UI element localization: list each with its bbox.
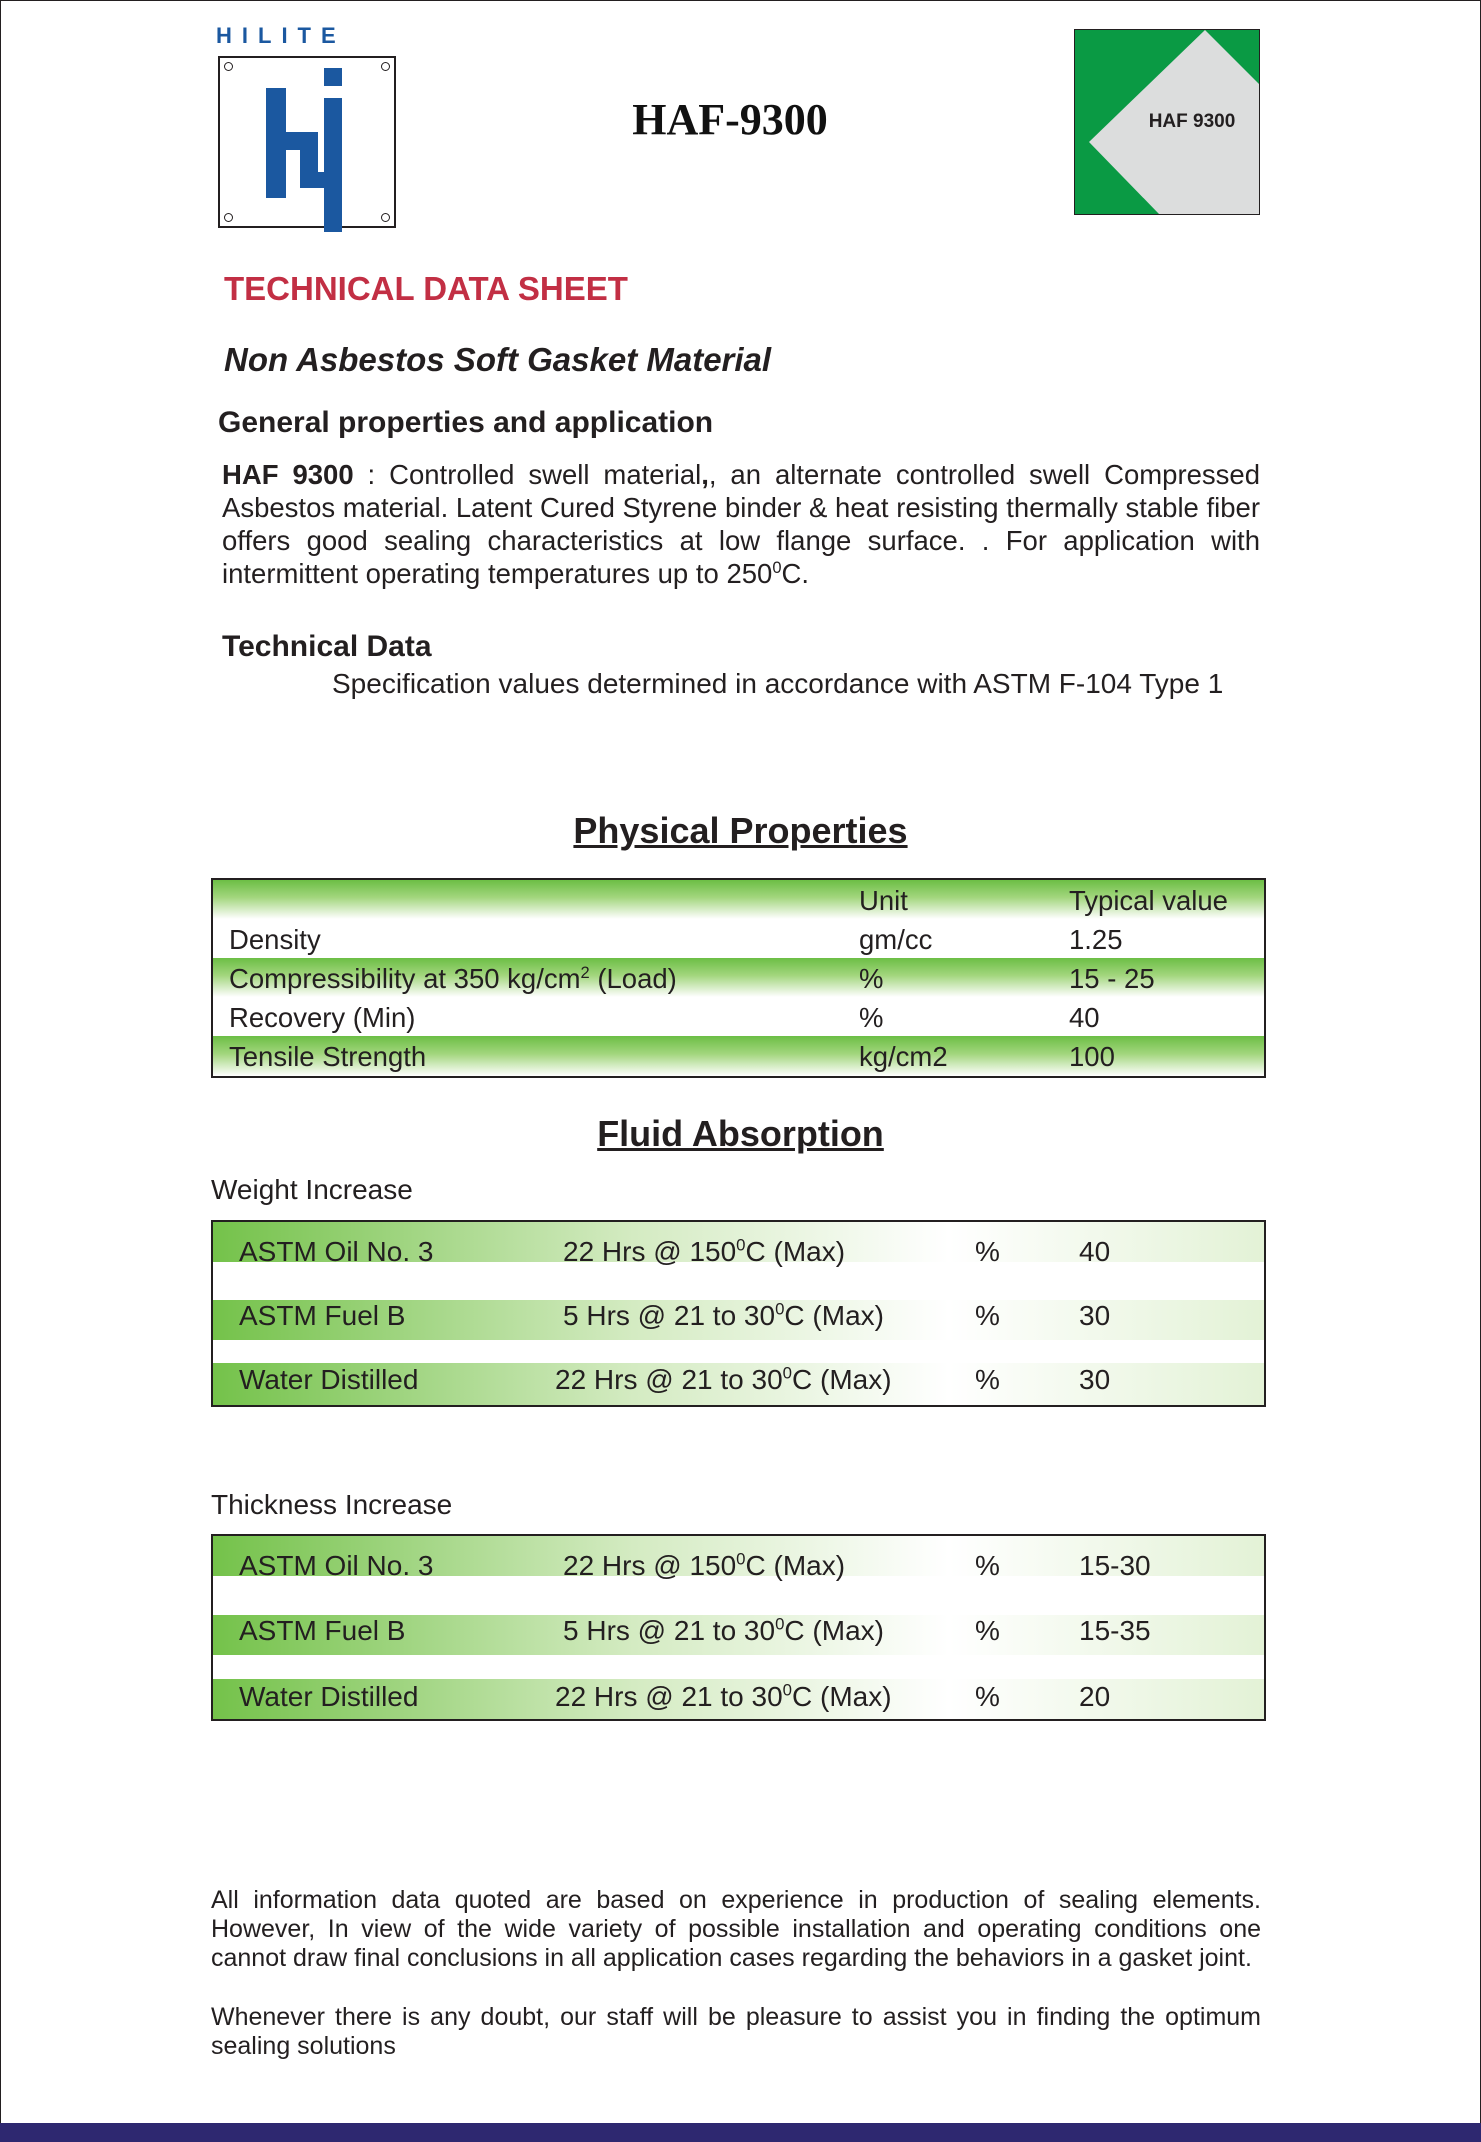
condition-text: 5 Hrs @ 21 to 30 — [563, 1615, 776, 1646]
degree-sup: 0 — [782, 1680, 792, 1700]
fluid-value: 30 — [1079, 1300, 1111, 1331]
fluid-value: 20 — [1079, 1681, 1111, 1712]
condition-text: 22 Hrs @ 150 — [563, 1550, 737, 1581]
property-value: 40 — [1069, 1002, 1100, 1033]
degree-sup: 0 — [736, 1549, 746, 1569]
fluid-condition — [555, 1364, 892, 1396]
condition-text: 22 Hrs @ 150 — [563, 1236, 737, 1267]
property-unit: gm/cc — [859, 924, 933, 955]
header-unit: Unit — [859, 885, 908, 916]
product-code: HAF 9300 — [222, 459, 354, 490]
condition-text: 5 Hrs @ 21 to 30 — [563, 1300, 776, 1331]
fluid-value: 15-30 — [1079, 1550, 1151, 1581]
condition-text: C (Max) — [745, 1550, 846, 1581]
degree-sup: 0 — [772, 558, 782, 577]
property-name-tail: (Load) — [589, 963, 677, 994]
spec-note: Specification values determined in accordance with ASTM F-104 Type 1 — [332, 668, 1224, 699]
product-badge — [1074, 29, 1260, 215]
table-row — [213, 1222, 1264, 1285]
fluid-condition — [555, 1681, 892, 1713]
condition-text: C (Max) — [784, 1300, 884, 1331]
fluid-unit: % — [975, 1550, 1000, 1581]
condition-text: C (Max) — [792, 1681, 892, 1712]
fluid-medium: ASTM Oil No. 3 — [239, 1550, 434, 1581]
bottom-bar — [0, 2123, 1481, 2142]
material-subtitle: Non Asbestos Soft Gasket Material — [224, 341, 772, 378]
general-heading: General properties and application — [218, 406, 714, 439]
table-row — [213, 1348, 1264, 1407]
product-title: HAF-9300 — [632, 95, 828, 144]
disclaimer-paragraph: All information data quoted are based on experience in production of sealing elements. However, In view of the wide variety of possible installation and operating conditions one cannot draw final conclusions in all application cases regarding the behaviors in a gasket joint. — [211, 1886, 1261, 1972]
doc-type-heading: TECHNICAL DATA SHEET — [224, 270, 628, 307]
property-name — [229, 963, 677, 995]
table-row — [213, 1599, 1264, 1665]
superscript: 2 — [580, 963, 590, 982]
fluid-condition — [563, 1300, 884, 1332]
fluid-medium: ASTM Fuel B — [239, 1615, 406, 1646]
property-unit: % — [859, 963, 884, 994]
general-description: HAF 9300 : Controlled swell material,, an alternate controlled swell Compressed Asbestos material. Latent Cured Styrene binder & heat resisting thermally stable fiber offers good sealing characteristics at low flange surface. . For application with intermittent operating temperatures up to $250^0C$. — [222, 459, 1260, 589]
property-unit: kg/cm2 — [859, 1041, 948, 1072]
fluid-unit: % — [975, 1681, 1000, 1712]
fluid-condition — [563, 1550, 845, 1582]
fluid-value: 40 — [1079, 1236, 1111, 1267]
badge-label: HAF 9300 — [1148, 111, 1236, 132]
condition-text: C (Max) — [784, 1615, 884, 1646]
fluid-medium: ASTM Fuel B — [239, 1300, 406, 1331]
fluid-unit: % — [975, 1236, 1000, 1267]
property-unit: % — [859, 1002, 884, 1033]
fluid-value: 15-35 — [1079, 1615, 1151, 1646]
thickness-increase-table — [211, 1534, 1266, 1721]
table-row — [213, 919, 1264, 958]
description-text: C. — [781, 558, 810, 589]
technical-heading: Technical Data — [222, 630, 432, 663]
condition-text: C (Max) — [792, 1364, 892, 1395]
degree-sup: 0 — [775, 1614, 785, 1634]
weight-increase-label: Weight Increase — [211, 1174, 413, 1205]
fluid-medium: Water Distilled — [239, 1364, 419, 1395]
table-header-row — [213, 880, 1264, 919]
table-row — [213, 997, 1264, 1036]
weight-increase-table — [211, 1220, 1266, 1407]
fluid-medium: ASTM Oil No. 3 — [239, 1236, 434, 1267]
property-value: 15 - 25 — [1069, 963, 1155, 994]
fluid-unit: % — [975, 1615, 1000, 1646]
fluid-condition — [563, 1615, 884, 1647]
property-value: 100 — [1069, 1041, 1115, 1072]
table-row — [213, 1285, 1264, 1348]
table-row — [213, 1036, 1264, 1076]
fluid-unit: % — [975, 1300, 1000, 1331]
description-text: : Controlled swell material — [353, 459, 702, 490]
degree-sup: 0 — [775, 1299, 785, 1319]
hj-logo-icon — [216, 23, 398, 234]
fluid-condition — [563, 1236, 845, 1268]
degree-sup: 0 — [736, 1235, 746, 1255]
property-name-text: Compressibility at 350 kg/cm — [229, 963, 581, 994]
thickness-increase-label: Thickness Increase — [211, 1489, 453, 1520]
degree-sup: 0 — [782, 1363, 792, 1383]
fluid-value: 30 — [1079, 1364, 1111, 1395]
table-row — [213, 1665, 1264, 1721]
brand-wordmark: HILITE — [216, 23, 346, 48]
condition-text: 22 Hrs @ 21 to 30 — [555, 1364, 783, 1395]
fluid-medium: Water Distilled — [239, 1681, 419, 1712]
table-row — [213, 1536, 1264, 1599]
fluid-absorption-title: Fluid Absorption — [597, 1113, 884, 1154]
assistance-paragraph: Whenever there is any doubt, our staff will be pleasure to assist you in finding the optimum sealing solutions — [211, 2003, 1261, 2060]
property-value: 1.25 — [1069, 924, 1123, 955]
table-row — [213, 958, 1264, 997]
hilite-logo — [216, 23, 398, 234]
physical-properties-table — [211, 878, 1266, 1078]
header-value: Typical value — [1069, 885, 1228, 916]
property-name: Tensile Strength — [229, 1041, 427, 1072]
property-name: Recovery (Min) — [229, 1002, 416, 1033]
condition-text: 22 Hrs @ 21 to 30 — [555, 1681, 783, 1712]
physical-properties-title: Physical Properties — [573, 810, 908, 851]
description-text: , an alternate controlled swell Compressed Asbestos material. Latent Cured Styrene binder & heat resisting thermally stable fiber offers good sealing characteristics at low flange surface. . For application with intermittent operating temperatures up to 250 — [222, 459, 1260, 589]
condition-text: C (Max) — [745, 1236, 846, 1267]
property-name: Density — [229, 924, 321, 955]
fluid-unit: % — [975, 1364, 1000, 1395]
